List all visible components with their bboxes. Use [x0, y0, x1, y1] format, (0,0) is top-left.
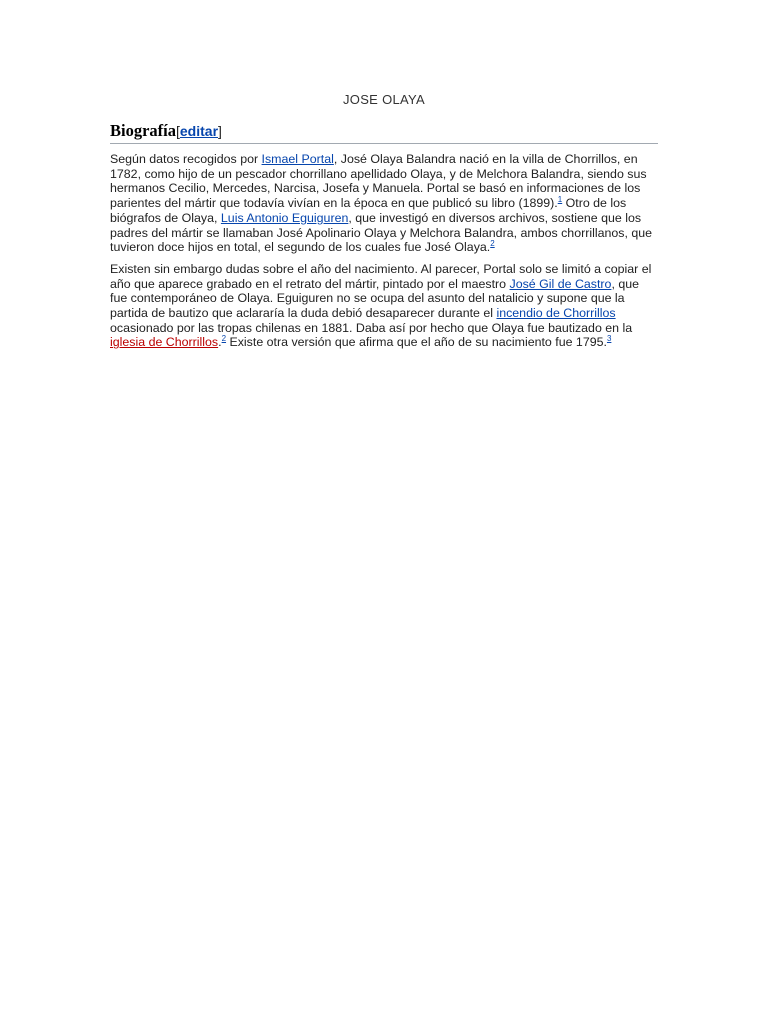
- paragraph-text: Otro de los biógrafos de Olaya,: [110, 196, 627, 225]
- edit-section-control: [176, 123, 222, 139]
- link-iglesia-de-chorrillos[interactable]: iglesia de Chorrillos: [110, 335, 219, 350]
- document-title: JOSE OLAYA: [343, 92, 425, 107]
- paragraph-text: .: [218, 335, 222, 350]
- paragraph-text: , José Olaya Balandra nació en la villa de Chorrillos, en 1782, como hijo de un pescador chorrillano apellidado Olaya, y de Melchora Balandra, siendo sus hermanos Cecilio, Mercedes, Narcisa, Josefa y Manuela. Portal se basó en informaciones de los parientes del mártir que todavía vivían en la época en que publicó su libro (1899).: [110, 152, 647, 211]
- paragraph-text: Existe otra versión que afirma que el año de su nacimiento fue 1795.: [226, 335, 607, 350]
- link-jose-gil-de-castro[interactable]: José Gil de Castro: [509, 276, 612, 291]
- section-heading: [110, 120, 658, 144]
- paragraph-text: ocasionado por las tropas chilenas en 1881. Daba así por hecho que Olaya fue bautizado en la: [110, 320, 633, 335]
- section-heading-text: Biografía: [110, 121, 176, 140]
- link-incendio-de-chorrillos[interactable]: incendio de Chorrillos: [496, 306, 616, 321]
- paragraph-text: Según datos recogidos por: [110, 152, 262, 166]
- reference-link-3[interactable]: 3: [606, 334, 612, 344]
- reference-link-2[interactable]: 2: [221, 334, 227, 344]
- link-luis-antonio-eguiguren[interactable]: Luis Antonio Eguiguren: [220, 210, 349, 225]
- paragraph-birth-year: [110, 262, 658, 350]
- article-content: [110, 120, 658, 357]
- paragraph-birth: [110, 152, 658, 255]
- reference-link-2[interactable]: 2: [490, 239, 495, 249]
- paragraph-text: , que fue contemporáneo de Olaya. Eguiguren no se ocupa del asunto del natalicio y supone que la partida de bautizo que aclararía la duda debió desaparecer durante el: [110, 276, 639, 321]
- reference-3: [607, 334, 611, 343]
- edit-bracket-close: ]: [218, 123, 222, 139]
- paragraph-text: , que investigó en diversos archivos, sostiene que los padres del mártir se llamaban José Apolinario Olaya y Melchora Balandra, ambos chorrillanos, que tuvieron doce hijos en total, el segundo de los cuales fue José Olaya.: [110, 210, 653, 255]
- paragraph-text: Existen sin embargo dudas sobre el año del nacimiento. Al parecer, Portal solo se limitó a copiar el año que aparece grabado en el retrato del mártir, pintado por el maestro: [110, 261, 652, 291]
- edit-section-link[interactable]: editar: [179, 123, 219, 139]
- edit-bracket-open: [: [176, 123, 180, 139]
- reference-2: [490, 239, 494, 248]
- reference-link-1[interactable]: 1: [557, 195, 563, 205]
- link-ismael-portal[interactable]: Ismael Portal: [261, 152, 334, 166]
